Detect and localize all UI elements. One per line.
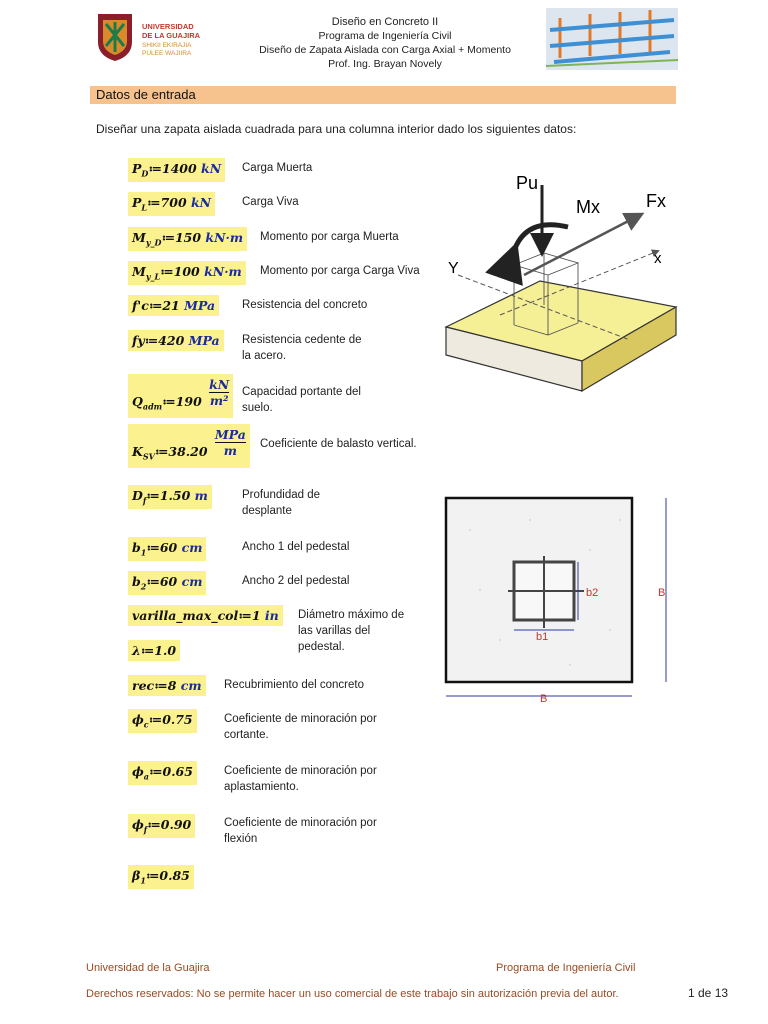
param-pd-desc: Carga Muerta	[242, 162, 313, 174]
param-fc: f'c≔21 MPa	[128, 295, 219, 316]
param-b2: $b_2≔60$ cm	[128, 571, 206, 595]
param-myl: $M_{y\_L}≔100$ kN·m	[128, 261, 246, 285]
param-phif-desc: Coeficiente de minoración por flexión	[224, 817, 377, 845]
param-phic-desc: Coeficiente de minoración por cortante.	[224, 713, 377, 741]
b2-label: b2	[586, 587, 599, 599]
intro-text: Diseñar una zapata aislada cuadrada para una columna interior dado los siguientes datos:	[96, 122, 577, 136]
param-phia-desc: Coeficiente de minoración por aplastamiento.	[224, 765, 377, 793]
B-bottom-label: B	[540, 693, 548, 705]
param-phif: $\phi_f≔0.90$	[128, 814, 195, 838]
param-fc-desc: Resistencia del concreto	[242, 299, 368, 311]
header-program: Programa de Ingeniería Civil	[318, 30, 452, 42]
section-header	[90, 86, 676, 104]
footing-plan-figure	[440, 490, 676, 708]
param-df-desc: Profundidad de desplante	[242, 489, 321, 517]
param-myd: $M_{y\_D}≔150$ kN·m	[128, 227, 247, 251]
footer-rights: Derechos reservados: No se permite hacer un uso comercial de este trabajo sin autorización previa del autor.	[86, 988, 619, 1000]
footer-program: Programa de Ingeniería Civil	[496, 962, 636, 974]
header-professor: Prof. Ing. Brayan Novely	[328, 58, 442, 70]
mx-label: Mx	[576, 197, 600, 217]
fx-label: Fx	[646, 191, 666, 211]
header-subject: Diseño de Zapata Aislada con Carga Axial + Momento	[259, 44, 511, 56]
param-rec: rec≔8 cm	[128, 675, 206, 696]
param-beta1: $\beta_1≔0.85$	[128, 865, 194, 889]
shield-icon	[94, 12, 136, 62]
param-pl: $P_L≔700$ kN	[128, 192, 215, 216]
param-pl-desc: Carga Viva	[242, 196, 299, 208]
param-b2-desc: Ancho 2 del pedestal	[242, 575, 350, 587]
param-qadm: $Q_{adm}≔190$ $\frac{kN}{\text{m²}}$	[128, 374, 233, 418]
param-myd-desc: Momento por carga Muerta	[260, 231, 399, 243]
university-logo	[94, 12, 204, 62]
x-axis-label: x	[654, 250, 662, 267]
param-fy-desc: Resistencia cedente de la acero.	[242, 334, 362, 362]
pu-label: Pu	[516, 173, 539, 193]
param-phic: $\phi_c≔0.75$	[128, 709, 197, 733]
param-b1: $b_1≔60$ cm	[128, 537, 206, 561]
logo-sub: SHIKII EKIRAJIA PULEE WAJIIRA	[142, 42, 192, 57]
param-lambda: λ≔1.0	[128, 640, 180, 661]
param-pd: $P_D≔1400$ kN	[128, 158, 225, 182]
param-phia: $\phi_a≔0.65$	[128, 761, 197, 785]
param-varilla: varilla_max_col≔1 in	[128, 605, 283, 626]
param-varilla-desc: Diámetro máximo de las varillas del pedestal.	[298, 609, 405, 653]
section-title: Datos de entrada	[96, 87, 196, 102]
building-structure-image	[546, 8, 678, 70]
B-right-label: B	[658, 587, 666, 599]
param-qadm-desc: Capacidad portante del suelo.	[242, 386, 361, 414]
param-myl-desc: Momento por carga Carga Viva	[260, 265, 420, 277]
param-df: $D_f≔1.50$ m	[128, 485, 212, 509]
header-title: Diseño en Concreto II	[331, 16, 439, 28]
logo-name: UNIVERSIDAD DE LA GUAJIRA	[142, 22, 201, 40]
page-number: 1 de 13	[688, 986, 729, 1000]
param-fy: fy≔420 MPa	[128, 330, 224, 351]
param-rec-desc: Recubrimiento del concreto	[224, 679, 364, 691]
b1-label: b1	[536, 631, 549, 643]
footer-university: Universidad de la Guajira	[86, 962, 210, 974]
param-b1-desc: Ancho 1 del pedestal	[242, 541, 350, 553]
y-axis-label: Y	[448, 260, 459, 277]
footing-3d-figure	[440, 165, 680, 395]
param-ksv: $K_{SV}≔38.20$ MPa m	[128, 424, 250, 468]
param-ksv-desc: Coeficiente de balasto vertical.	[260, 438, 417, 450]
